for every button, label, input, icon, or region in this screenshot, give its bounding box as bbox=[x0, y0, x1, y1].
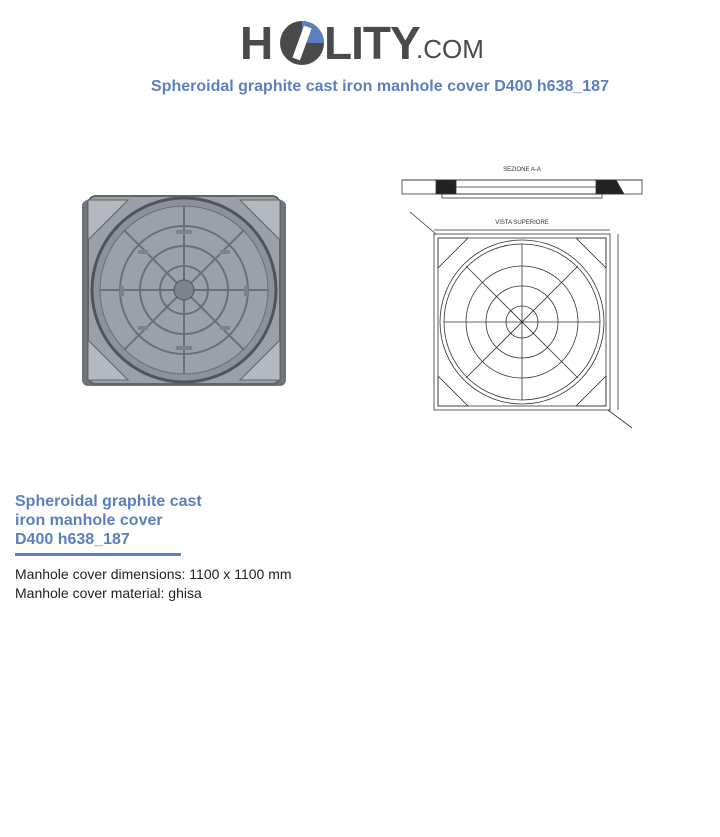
title-underline bbox=[15, 553, 181, 556]
section-label: SEZIONE A-A bbox=[503, 167, 541, 173]
product-title-line: D400 h638_187 bbox=[15, 531, 130, 548]
product-title-line: iron manhole cover bbox=[15, 512, 163, 529]
spec-dimensions: Manhole cover dimensions: 1100 x 1100 mm bbox=[15, 566, 292, 582]
holity-logo[interactable] bbox=[240, 8, 490, 70]
product-title-line: Spheroidal graphite cast bbox=[15, 493, 202, 510]
technical-drawing[interactable] bbox=[396, 160, 648, 435]
product-title bbox=[15, 492, 235, 549]
top-view-label: VISTA SUPERIORE bbox=[495, 220, 549, 226]
page-title: Spheroidal graphite cast iron manhole cover D400 h638_187 bbox=[151, 78, 609, 95]
logo-o-icon bbox=[278, 16, 326, 68]
logo-text-lity: LITY bbox=[324, 17, 420, 69]
logo-text-com: .COM bbox=[416, 34, 484, 64]
spec-material: Manhole cover material: ghisa bbox=[15, 585, 202, 601]
logo-text-h: H bbox=[240, 17, 273, 69]
manhole-cover-photo[interactable] bbox=[78, 190, 290, 392]
